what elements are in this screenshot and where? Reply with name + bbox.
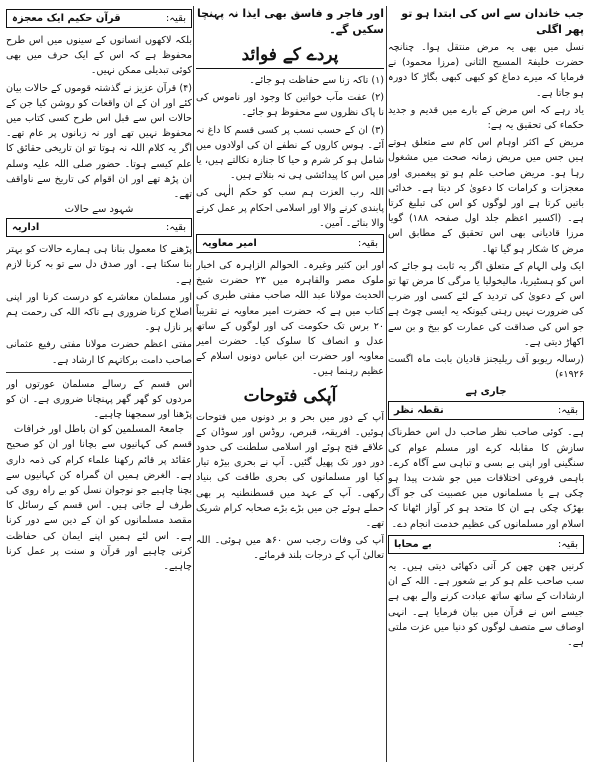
box-title: امیر معاویہ xyxy=(202,238,257,250)
middle-paragraph: آپ کے دور میں بحر و بر دونوں میں فتوحات ہوئیں۔ افریقہ، قبرص، روڈس اور سوڈان کے علاقے فتح ہوئے اور اسلامی سلطنت کی حدود دور دور تک پھیل گئیں۔ آپ نے بحری بیڑہ تیار کیا اور مسلمانوں کی بحری طاقت کی بنیاد رکھی۔ آپ کے عہد میں قسطنطنیہ پر بھی حملے ہوئے جن میں بڑے بڑے صحابہ کرام شریک تھے۔ xyxy=(196,411,384,530)
section-title-fatuhat: آپکی فتوحات xyxy=(243,385,337,406)
right-paragraph: مریض کے اکثر اوہام اس کام سے متعلق ہوتے ہیں جس میں مریض زمانہ صحت میں مشغول رہا ہو۔ مریض صاحب علم ہو تو پیغمبری اور معجزات و کرامات کا دعویٰ کر دیتا ہے۔ خدائی باتیں کرتا ہے اور لوگوں کو اس کی تبلیغ کرتا ہے۔ (اکسیر اعظم جلد اول صفحہ ۱۸۸) گویا مرزا قادیانی بھی اس تحقیق کے مطابق اس مرض کا شکار ہو گیا تھا۔ xyxy=(388,137,584,255)
left-paragraph: پڑھنے کا معمول بنانا ہی ہمارے حالات کو بہتر بنا سکتا ہے۔ اور صدق دل سے تو بہ کرنا لازم ہے۔ xyxy=(6,244,192,286)
left-paragraph: (۴) قرآن عزیز نے گذشتہ قوموں کے حالات بیان کئے اور ان کے ان واقعات کو روشن کیا جن کے حالات اس سے قبل اس طرح کسی کتاب میں محفوظ نہیں تھے اور نہ زبانوں پر عام تھے۔ اگر یہ کلام اللہ نہ ہوتا تو ان تاریخی حقائق کا علم کیسے ہوتا۔ حضور صلی اللہ علیہ وسلم ان پڑھ تھے اور ان اقوام کی تاریخ سے ناواقف تھے۔ xyxy=(6,82,192,201)
box-label: بقیہ: xyxy=(357,238,378,250)
left-paragraph: اور مسلمان معاشرے کو درست کرنا اور اپنی اصلاح کرنا ضروری ہے تاکہ اللہ کی رحمت ہم پر نازل ہو۔ xyxy=(6,291,192,334)
left-note: شہود سے حالات xyxy=(64,204,134,216)
box-label: بقیہ: xyxy=(557,538,578,550)
right-paragraph: نسل میں بھی یہ مرض منتقل ہوا۔ چنانچہ حضرت خلیفۃ المسیح الثانی (مرزا محمود) نے فرمایا کہ میرے دماغ کو کبھی کبھی بگاڑ کا دورہ ہو جاتا ہے۔ xyxy=(388,42,584,99)
section-title-parde-ke-fawaid: پردے کے فوائد xyxy=(196,44,384,69)
section-box-ameer-muawiya xyxy=(196,234,384,253)
middle-paragraph: اللہ رب العزت ہم سب کو حکم الٰہی کی پابندی کرنے والا اور اسلامی احکام پر عمل کرنے والا بنائے۔ آمین۔ xyxy=(196,187,384,229)
middle-paragraph: اور ابن کثیر وغیرہ۔ الحوالم الزاہرہ کی اخبار ملوک مصر والقاہرہ میں ۲۳ حضرت شیخ الحدیث مولانا عبد اللہ صاحب مفتی طبری کی کتاب میں ہے کہ حضرت امیر معاویہ نے تقریباً ۲۰ برس تک حکومت کی اور لوگوں کے ساتھ عدل و انصاف کا سلوک کیا۔ حضرت امیر معاویہ اور حضرت ابن عباس دونوں اسلام کے عظیم رہنما ہیں۔ xyxy=(196,260,384,378)
left-column xyxy=(6,6,192,762)
middle-paragraph: (۲) عفت مآب خواتین کا وجود اور ناموس کی نا پاک نظروں سے محفوظ ہو جائے۔ xyxy=(196,92,384,119)
column-divider xyxy=(386,6,387,762)
right-paragraph: یاد رہے کہ اس مرض کے بارے میں قدیم و جدید حکماء کی تحقیق یہ ہے: xyxy=(388,104,584,132)
middle-paragraph: (۳) ان کے حسب نسب پر کسی قسم کا داغ نہ آئے۔ ہوس کاروں کے نطفے ان کی اولادوں میں شامل ہو کر شرم و حیا کا جنازہ نکالتے ہیں، یا میں اس کا پیدائشی ہی نہ بتلاتے ہیں۔ xyxy=(196,124,384,182)
right-headline: جب خاندان سے اس کی ابتدا ہو تو پھر اگلی xyxy=(401,7,584,36)
section-box-be-muhaba xyxy=(388,535,584,554)
right-paragraph: ایک ولی الہام کے متعلق اگر یہ ثابت ہو جائے کہ اس کو ہسٹیریا، مالیخولیا یا مرگی کا مرض تھا تو اس کے دعویٰ کی تردید کے لئے کسی اور ضرب کی ضرورت نہیں رہتی کیونکہ یہ ایسی چوٹ ہے جو اس کی صداقت کی عمارت کو بیخ و بن سے اکھاڑ دیتی ہے۔ xyxy=(388,260,584,348)
middle-paragraph: (۱) تاکہ زنا سے حفاظت ہو جائے۔ xyxy=(249,75,384,86)
box-title: اداریہ xyxy=(12,222,40,234)
middle-headline: اور فاجر و فاسق بھی ایذا نہ پہنچا سکیں گے۔ xyxy=(197,7,384,36)
box-title: قرآن حکیم ایک معجزہ xyxy=(12,13,121,24)
right-paragraph: کرنیں چھن چھن کر آتی دکھائی دیتی ہیں۔ یہ سب صاحب علم ہو کر بے شعور ہے۔ اللہ کے ان ارشادات کے ساتھ ساتھ عبادت کرنے والے بھی ہے جیسے اس نے قرآن میں بیان فرمایا ہے۔ انہی اوصاف سے متصف لوگوں کو دنیا میں عزت ملتی ہے۔ xyxy=(388,560,584,648)
left-paragraph: اس قسم کے رسالے مسلمان عورتوں اور مردوں کو گھر گھر پہنچانا ضروری ہے۔ ان کو پڑھنا اور سمجھنا چاہیے۔ xyxy=(6,378,192,421)
box-title: نقطہ نظر xyxy=(394,405,444,417)
left-heading-line: جامعۃ المسلمین کو ان باطل اور خرافات xyxy=(13,424,185,436)
box-label: بقیہ: xyxy=(557,405,578,417)
column-divider xyxy=(193,6,194,762)
continued-label: جاری ہے xyxy=(465,386,507,398)
middle-column xyxy=(196,6,384,762)
section-box-quran-mojiza xyxy=(6,9,192,28)
right-paragraph: ہے۔ کوئی صاحب نظر صاحب دل اس خطرناک سازش کا مقابلہ کرے اور مسلم عوام کی سنگینی اور اپنی بے بسی و تباہی سے آگاہ کرے۔ باہمی فروعی اختلافات میں جو شدت پیدا ہو چکی ہے یا مسلمانوں میں عصبیت کی جو آگ بھڑک چکی ہے ان کا متحد ہو کر آواز اٹھانا کہ اسلام اور مسلمانوں کی عظیم خدمت انجام دے۔ xyxy=(388,427,584,530)
middle-paragraph: آپ کی وفات رجب سن ۶۰ھ میں ہوئی۔ اللہ تعالیٰ آپ کے درجات بلند فرمائے۔ xyxy=(196,535,384,562)
box-label: بقیہ: xyxy=(165,13,186,24)
divider-line xyxy=(6,372,192,373)
right-paragraph: (رسالہ ریویو آف ریلیجنز قادیان بابت ماہ اگست ۱۹۲۶ء) xyxy=(388,354,584,381)
box-title: بے محابا xyxy=(394,538,432,550)
section-box-idariya xyxy=(6,218,192,237)
left-paragraph: مفتی اعظم حضرت مولانا مفتی رفیع عثمانی صاحب دامت برکاتہم کا ارشاد ہے۔ xyxy=(6,339,192,366)
right-column xyxy=(388,6,584,762)
box-label: بقیہ: xyxy=(165,222,186,234)
section-box-nuqta-nazar xyxy=(388,401,584,420)
left-paragraph: بلکہ لاکھوں انسانوں کے سینوں میں اس طرح محفوظ ہے کہ اس کے ایک حرف میں بھی کوئی تبدیلی ممکن نہیں۔ xyxy=(6,35,192,77)
left-paragraph: قسم کی کہانیوں سے بچانا اور ان کو صحیح عقائد پر قائم رکھنا علماء کرام کی ذمہ داری ہے۔ الغرض ہمیں ان گمراہ کن کہانیوں سے بچنا چاہیے جو نوجوان نسل کو بے راہ روی کی طرف لے جاتی ہیں۔ اس قسم کے رسائل کا مقصد مسلمانوں کو ان کے دین سے دور کرنا ہے۔ اس لئے ہمیں اپنے ایمان کی حفاظت کرنی چاہیے اور قرآن و سنت پر عمل کرنا چاہیے۔ xyxy=(6,439,192,573)
